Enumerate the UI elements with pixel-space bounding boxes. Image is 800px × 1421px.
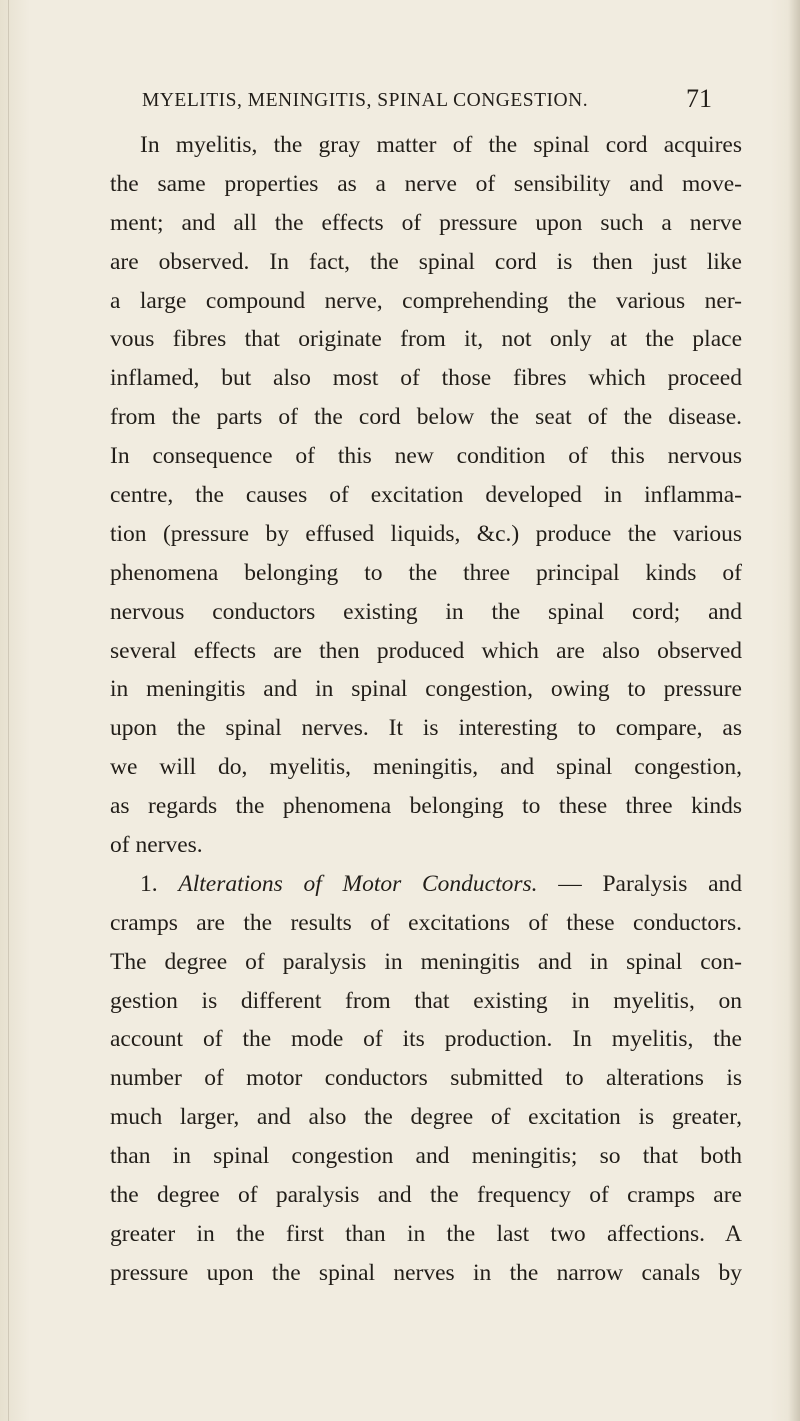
- text-line: centre, the causes of excitation developed in inflamma-: [110, 482, 742, 509]
- text-line: than in spinal congestion and meningitis; so that both: [110, 1143, 742, 1170]
- text-line: inflamed, but also most of those fibres which proceed: [110, 365, 742, 392]
- text-line: a large compound nerve, comprehending the various ner-: [110, 287, 742, 314]
- text-line: account of the mode of its production. In myelitis, the: [110, 1026, 742, 1053]
- text-line: much larger, and also the degree of excitation is greater,: [110, 1104, 742, 1131]
- text-line: pressure upon the spinal nerves in the narrow canals by: [110, 1259, 742, 1286]
- body-text: [110, 126, 742, 1293]
- text-line: in meningitis and in spinal congestion, owing to pressure: [110, 676, 742, 703]
- text-line: phenomena belonging to the three principal kinds of: [110, 559, 742, 586]
- text-line: nervous conductors existing in the spinal cord; and: [110, 598, 742, 625]
- section-heading: Alterations of Motor Conductors.: [178, 870, 538, 897]
- text-line: cramps are the results of excitations of these conductors.: [110, 909, 742, 936]
- section-number: 1.: [140, 870, 158, 897]
- section-heading-line: [110, 865, 742, 904]
- text-line: several effects are then produced which are also observed: [110, 637, 742, 664]
- text-line: The degree of paralysis in meningitis and in spinal con-: [110, 948, 742, 975]
- text-line: the degree of paralysis and the frequency of cramps are: [110, 1182, 742, 1209]
- text-line: greater in the first than in the last two affections. A: [110, 1220, 742, 1247]
- text-line: the same properties as a nerve of sensibility and move-: [110, 170, 742, 197]
- text-line: we will do, myelitis, meningitis, and spinal congestion,: [110, 754, 742, 781]
- text-line: from the parts of the cord below the seat of the disease.: [110, 404, 742, 431]
- running-head: MYELITIS, MENINGITIS, SPINAL CONGESTION.: [142, 90, 589, 111]
- text-line: number of motor conductors submitted to alterations is: [110, 1065, 742, 1092]
- text-line: ment; and all the effects of pressure upon such a nerve: [110, 209, 742, 236]
- text-line: as regards the phenomena belonging to these three kinds: [110, 793, 742, 820]
- text-line: In myelitis, the gray matter of the spinal cord acquires: [140, 132, 742, 158]
- text-line: gestion is different from that existing in myelitis, on: [110, 987, 742, 1014]
- text-line: vous fibres that originate from it, not only at the place: [110, 326, 742, 353]
- text-line: upon the spinal nerves. It is interesting to compare, as: [110, 715, 742, 742]
- page-edge-shadow: [788, 0, 800, 1421]
- page-header: [132, 84, 712, 120]
- text-line: of nerves.: [110, 832, 203, 859]
- section-dash-text: — Paralysis and: [537, 870, 742, 897]
- text-line: In consequence of this new condition of this nervous: [110, 443, 742, 470]
- text-line: tion (pressure by effused liquids, &c.) produce the various: [110, 520, 742, 547]
- page-fold-line: [8, 0, 9, 1421]
- page-number: 71: [686, 84, 712, 113]
- text-line: are observed. In fact, the spinal cord is then just like: [110, 248, 742, 275]
